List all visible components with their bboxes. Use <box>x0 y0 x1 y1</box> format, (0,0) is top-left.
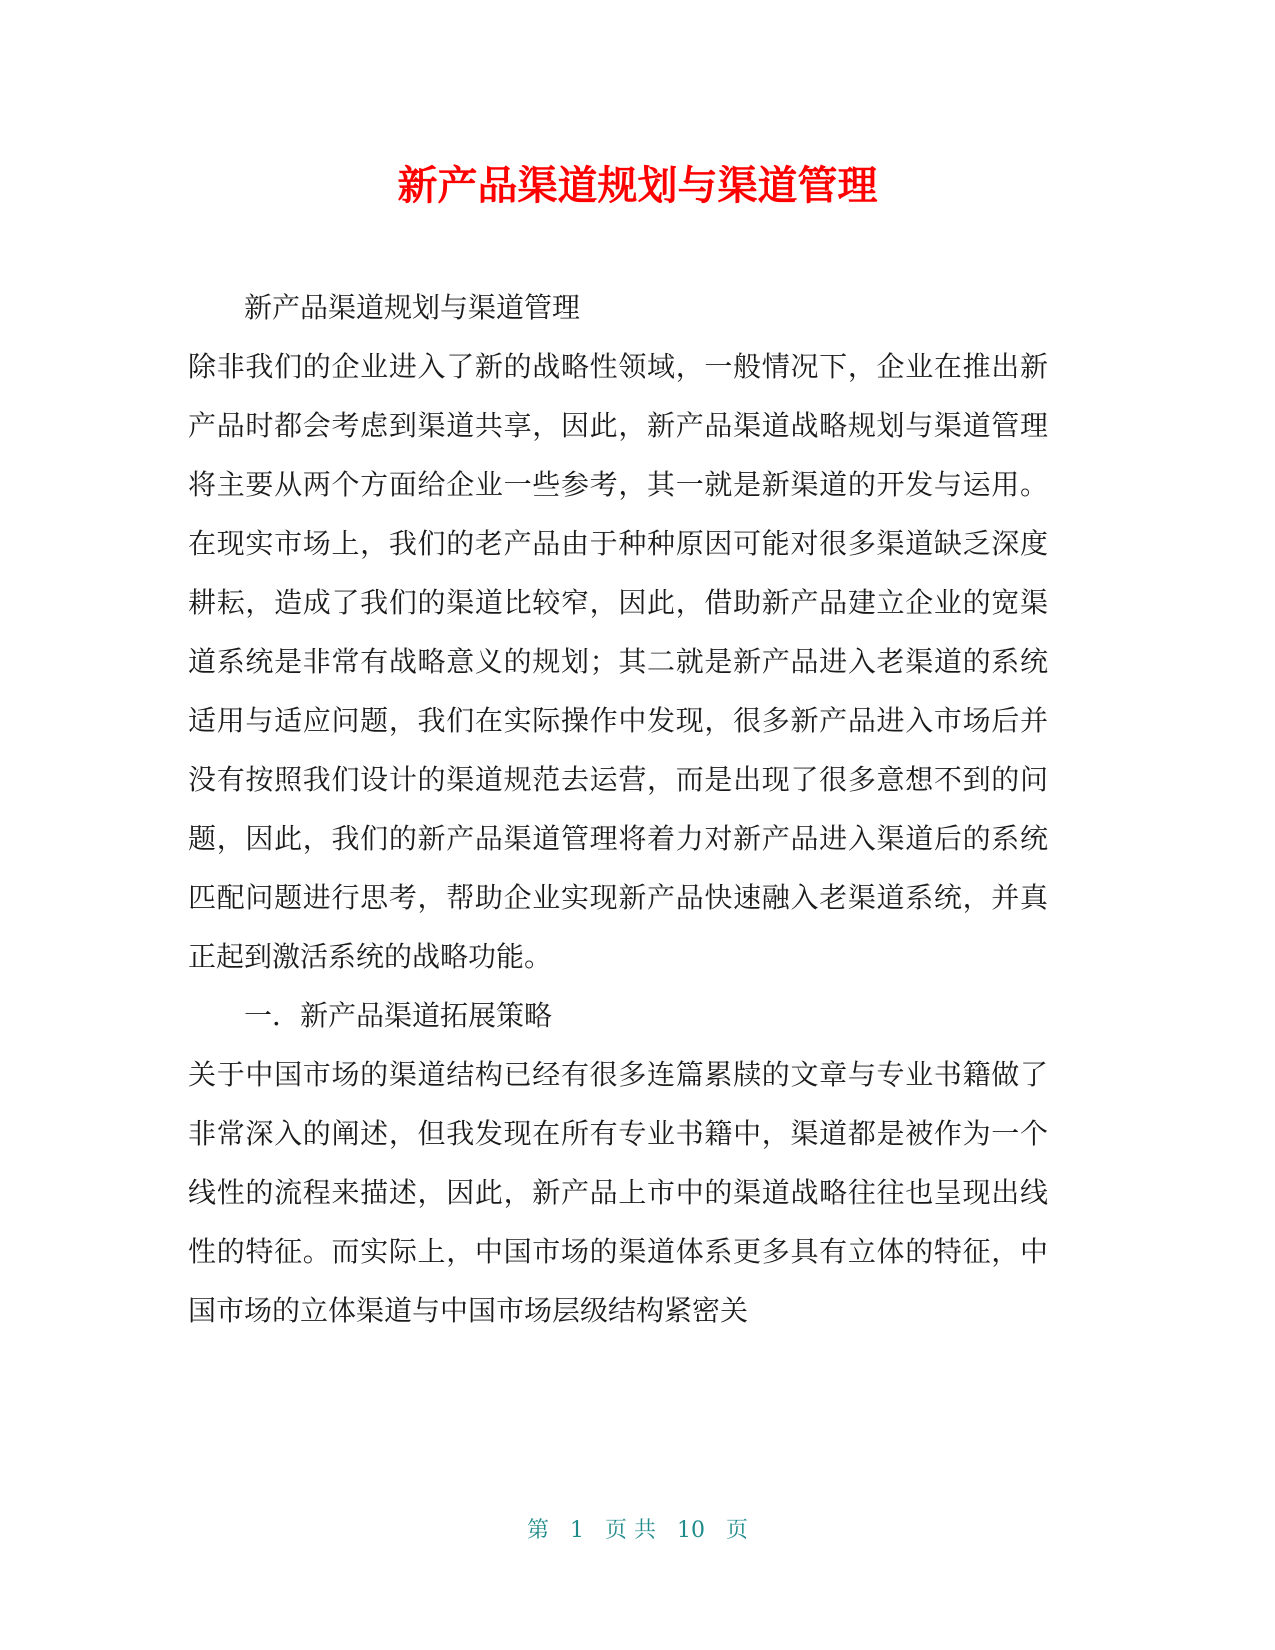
paragraph-heading: 新产品渠道规划与渠道管理 <box>244 291 581 324</box>
page-total: 10 <box>677 1518 705 1543</box>
paragraph: 除非我们的企业进入了新的战略性领域，一般情况下，企业在推出新产品时都会考虑到渠道共享，因此，新产品渠道战略规划与渠道管理将主要从两个方面给企业一些参考，其一就是新渠道的开发与运用。在现实市场上，我们的老产品由于种种原因可能对很多渠道缺乏深度耕耘，造成了我们的渠道比较窄，因此，借助新产品建立企业的宽渠道系统是非常有战略意义的规划；其二就是新产品进入老渠道的系统适用与适应问题，我们在实际操作中发现，很多新产品进入市场后并没有按照我们设计的渠道规范去运营，而是出现了很多意想不到的问题，因此，我们的新产品渠道管理将着力对新产品进入渠道后的系统匹配问题进行思考，帮助企业实现新产品快速融入老渠道系统，并真正起到激活系统的战略功能。 <box>188 350 1048 973</box>
page-footer <box>0 1516 1275 1546</box>
document-title: 新产品渠道规划与渠道管理 <box>397 163 878 209</box>
section-heading: 一．新产品渠道拓展策略 <box>244 999 553 1032</box>
page-prefix: 第 <box>526 1518 549 1543</box>
paragraph: 关于中国市场的渠道结构已经有很多连篇累牍的文章与专业书籍做了非常深入的阐述，但我发现在所有专业书籍中，渠道都是被作为一个线性的流程来描述，因此，新产品上市中的渠道战略往往也呈现出线性的特征。而实际上，中国市场的渠道体系更多具有立体的特征，中国市场的立体渠道与中国市场层级结构紧密关 <box>188 1058 1048 1327</box>
page-mid: 页 共 <box>605 1518 656 1543</box>
document-body <box>188 278 1048 1340</box>
page-suffix: 页 <box>726 1518 749 1543</box>
page-current: 1 <box>570 1518 584 1543</box>
